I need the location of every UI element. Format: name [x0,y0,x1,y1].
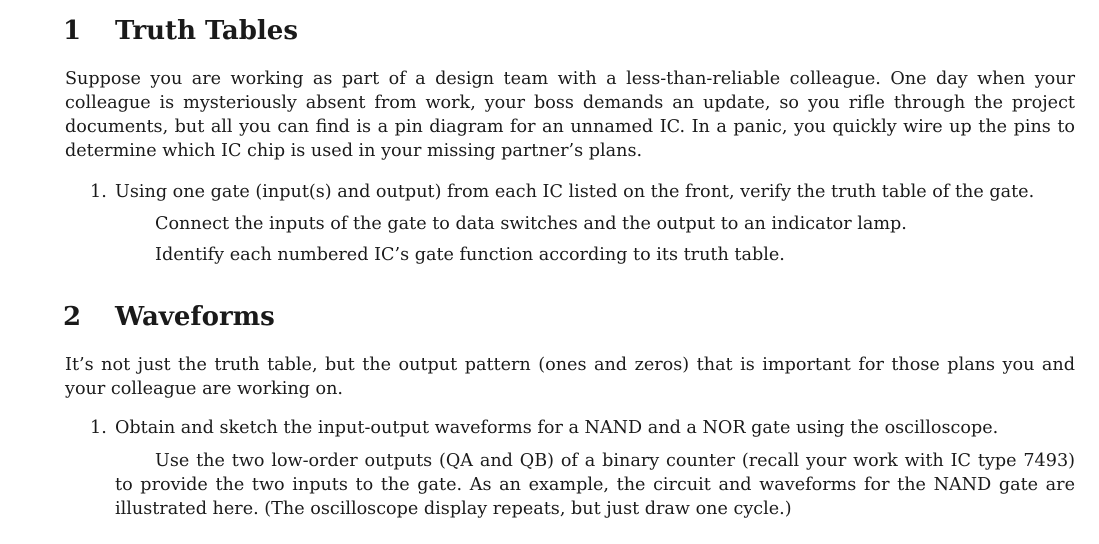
section-title: Waveforms [115,302,275,332]
section-paragraph: It’s not just the truth table, but the output pattern (ones and zeros) that is important for those plans you and your colleague are working on. [65,355,1075,399]
section-heading-waveforms [63,302,275,332]
section-number: 1 [63,16,82,46]
sub-step: Connect the inputs of the gate to data switches and the output to an indicator lamp. [155,214,907,234]
list-item [90,416,1075,440]
list-item [90,180,1075,204]
sub-step-paragraph: Use the two low-order outputs (QA and QB) of a binary counter (recall your work with IC type 7493) to provide the two inputs to the gate. As an example, the circuit and waveforms for the NAND gate are illustrated here. (The oscilloscope display repeats, but just draw one cycle.) [115,451,1075,519]
section-number: 2 [63,302,82,332]
list-item-text: Obtain and sketch the input-output waveforms for a NAND and a NOR gate using the oscilloscope. [115,418,999,438]
section-heading-truth-tables [63,16,298,46]
list-marker: 1. [90,418,107,438]
section-title: Truth Tables [115,16,298,46]
section-paragraph: Suppose you are working as part of a design team with a less-than-reliable colleague. One day when your colleague is mysteriously absent from work, your boss demands an update, so you rifle through the project documents, but all you can find is a pin diagram for an unnamed IC. In a panic, you quickly wire up the pins to determine which IC chip is used in your missing partner’s plans. [65,69,1075,161]
sub-step: Identify each numbered IC’s gate function according to its truth table. [155,245,785,265]
list-item-text: Using one gate (input(s) and output) from each IC listed on the front, verify the truth table of the gate. [115,182,1035,202]
list-marker: 1. [90,182,107,202]
